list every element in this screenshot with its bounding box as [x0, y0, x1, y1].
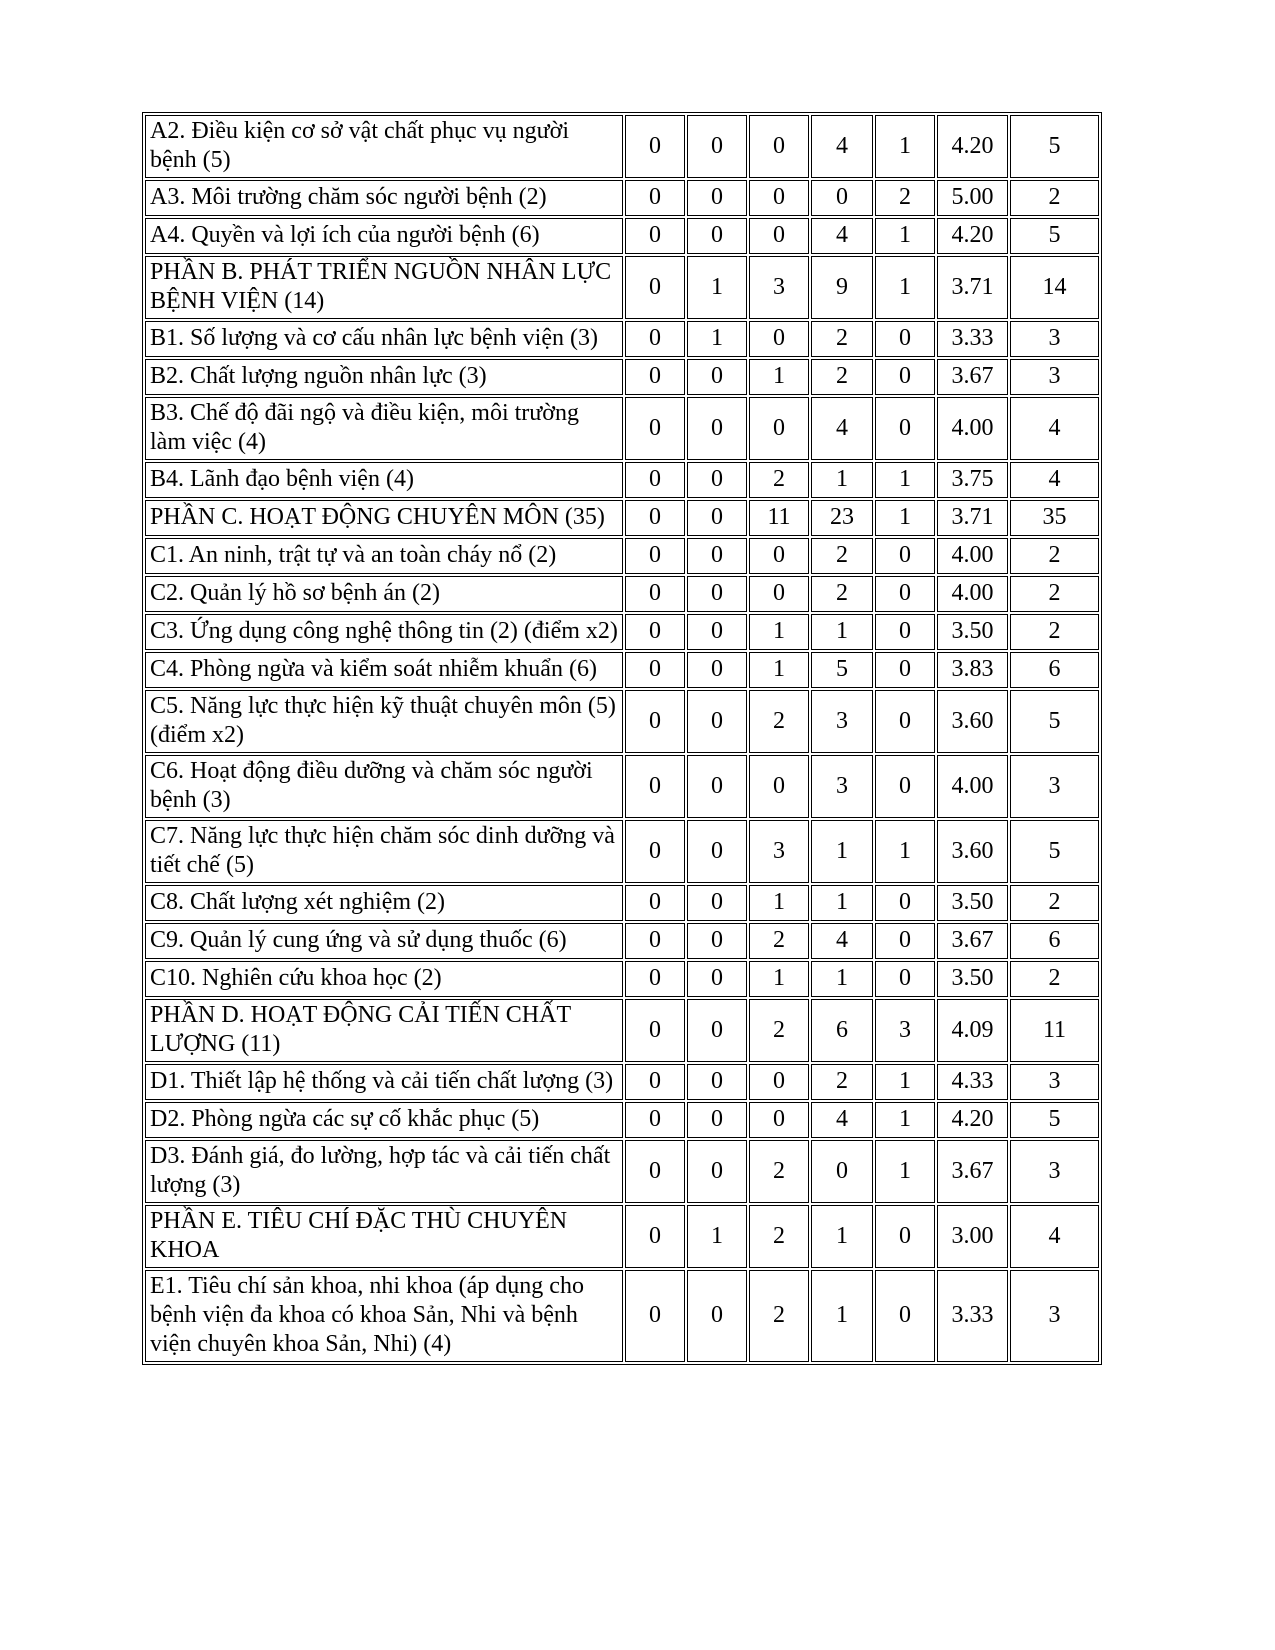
criteria-cell: PHẦN B. PHÁT TRIỂN NGUỒN NHÂN LỰC BỆNH VIỆN (14) — [145, 256, 623, 319]
score-cell: 4 — [1010, 397, 1099, 460]
score-cell: 3.00 — [937, 1205, 1008, 1268]
score-cell: 9 — [811, 256, 873, 319]
score-cell: 0 — [625, 961, 685, 997]
score-cell: 2 — [811, 321, 873, 357]
score-cell: 0 — [625, 218, 685, 254]
score-cell: 3 — [1010, 359, 1099, 395]
score-cell: 1 — [687, 1205, 747, 1268]
score-cell: 1 — [749, 961, 809, 997]
criteria-cell: PHẦN E. TIÊU CHÍ ĐẶC THÙ CHUYÊN KHOA — [145, 1205, 623, 1268]
score-cell: 0 — [875, 397, 935, 460]
score-cell: 3 — [811, 755, 873, 818]
criteria-cell: C8. Chất lượng xét nghiệm (2) — [145, 885, 623, 921]
score-cell: 11 — [1010, 999, 1099, 1062]
score-cell: 3.50 — [937, 614, 1008, 650]
score-cell: 0 — [875, 1270, 935, 1362]
score-cell: 0 — [811, 180, 873, 216]
score-cell: 1 — [749, 359, 809, 395]
score-cell: 0 — [749, 218, 809, 254]
criteria-cell: A2. Điều kiện cơ sở vật chất phục vụ người bệnh (5) — [145, 115, 623, 178]
criteria-cell: PHẦN D. HOẠT ĐỘNG CẢI TIẾN CHẤT LƯỢNG (11) — [145, 999, 623, 1062]
score-cell: 0 — [687, 576, 747, 612]
score-cell: 5 — [1010, 820, 1099, 883]
score-cell: 0 — [625, 614, 685, 650]
score-cell: 1 — [687, 321, 747, 357]
score-cell: 6 — [1010, 652, 1099, 688]
table-row — [145, 500, 1099, 536]
score-cell: 4.20 — [937, 218, 1008, 254]
table-row — [145, 1270, 1099, 1362]
table-row — [145, 999, 1099, 1062]
table-row — [145, 1102, 1099, 1138]
table-row — [145, 652, 1099, 688]
score-cell: 5 — [1010, 218, 1099, 254]
table-row — [145, 923, 1099, 959]
score-cell: 1 — [811, 885, 873, 921]
score-cell: 3 — [749, 256, 809, 319]
criteria-cell: E1. Tiêu chí sản khoa, nhi khoa (áp dụng cho bệnh viện đa khoa có khoa Sản, Nhi và bệnh viện chuyên khoa Sản, Nhi) (4) — [145, 1270, 623, 1362]
score-cell: 3.67 — [937, 359, 1008, 395]
criteria-cell: C3. Ứng dụng công nghệ thông tin (2) (điểm x2) — [145, 614, 623, 650]
score-cell: 3.33 — [937, 321, 1008, 357]
score-cell: 4.09 — [937, 999, 1008, 1062]
score-cell: 0 — [625, 397, 685, 460]
score-cell: 3.33 — [937, 1270, 1008, 1362]
score-cell: 2 — [749, 462, 809, 498]
score-cell: 14 — [1010, 256, 1099, 319]
criteria-cell: C6. Hoạt động điều dưỡng và chăm sóc người bệnh (3) — [145, 755, 623, 818]
score-cell: 0 — [625, 1205, 685, 1268]
table-row — [145, 755, 1099, 818]
score-cell: 3.75 — [937, 462, 1008, 498]
criteria-cell: C4. Phòng ngừa và kiểm soát nhiễm khuẩn (6) — [145, 652, 623, 688]
score-cell: 0 — [687, 755, 747, 818]
score-cell: 5 — [811, 652, 873, 688]
score-cell: 0 — [875, 614, 935, 650]
score-cell: 4.00 — [937, 755, 1008, 818]
score-cell: 3.67 — [937, 1140, 1008, 1203]
score-cell: 0 — [811, 1140, 873, 1203]
score-cell: 3.71 — [937, 500, 1008, 536]
criteria-score-table — [142, 112, 1102, 1365]
score-cell: 1 — [875, 256, 935, 319]
score-cell: 0 — [625, 576, 685, 612]
score-cell: 2 — [811, 538, 873, 574]
score-cell: 11 — [749, 500, 809, 536]
score-cell: 0 — [875, 755, 935, 818]
score-cell: 2 — [749, 1140, 809, 1203]
table-row — [145, 1064, 1099, 1100]
score-cell: 3 — [1010, 321, 1099, 357]
criteria-cell: B2. Chất lượng nguồn nhân lực (3) — [145, 359, 623, 395]
criteria-cell: C5. Năng lực thực hiện kỹ thuật chuyên môn (5) (điểm x2) — [145, 690, 623, 753]
score-cell: 2 — [749, 1270, 809, 1362]
score-cell: 0 — [687, 397, 747, 460]
criteria-cell: B3. Chế độ đãi ngộ và điều kiện, môi trường làm việc (4) — [145, 397, 623, 460]
score-cell: 2 — [1010, 614, 1099, 650]
score-cell: 4.00 — [937, 397, 1008, 460]
criteria-cell: PHẦN C. HOẠT ĐỘNG CHUYÊN MÔN (35) — [145, 500, 623, 536]
score-cell: 0 — [749, 755, 809, 818]
score-cell: 0 — [625, 1102, 685, 1138]
score-cell: 0 — [875, 538, 935, 574]
criteria-score-table-container — [142, 112, 1102, 1365]
score-cell: 3.60 — [937, 690, 1008, 753]
score-cell: 4.20 — [937, 115, 1008, 178]
score-cell: 5 — [1010, 1102, 1099, 1138]
score-cell: 0 — [749, 321, 809, 357]
score-cell: 3 — [1010, 1270, 1099, 1362]
score-cell: 0 — [749, 397, 809, 460]
score-cell: 35 — [1010, 500, 1099, 536]
score-cell: 0 — [625, 652, 685, 688]
score-cell: 0 — [687, 462, 747, 498]
criteria-cell: C1. An ninh, trật tự và an toàn cháy nổ (2) — [145, 538, 623, 574]
criteria-cell: A4. Quyền và lợi ích của người bệnh (6) — [145, 218, 623, 254]
score-cell: 4.00 — [937, 538, 1008, 574]
score-cell: 5.00 — [937, 180, 1008, 216]
score-cell: 4 — [811, 1102, 873, 1138]
score-cell: 0 — [625, 256, 685, 319]
score-cell: 2 — [875, 180, 935, 216]
table-row — [145, 256, 1099, 319]
score-cell: 0 — [875, 923, 935, 959]
score-cell: 4 — [811, 218, 873, 254]
score-cell: 1 — [811, 1205, 873, 1268]
score-cell: 0 — [687, 885, 747, 921]
score-cell: 0 — [687, 652, 747, 688]
score-cell: 3 — [1010, 755, 1099, 818]
score-cell: 0 — [749, 180, 809, 216]
score-cell: 3 — [749, 820, 809, 883]
score-cell: 0 — [625, 1270, 685, 1362]
table-row — [145, 614, 1099, 650]
score-cell: 1 — [875, 1102, 935, 1138]
score-cell: 0 — [687, 1140, 747, 1203]
score-cell: 1 — [749, 885, 809, 921]
score-cell: 0 — [687, 1064, 747, 1100]
score-cell: 0 — [625, 462, 685, 498]
score-cell: 6 — [811, 999, 873, 1062]
score-cell: 0 — [875, 576, 935, 612]
score-cell: 0 — [687, 1102, 747, 1138]
criteria-cell: C2. Quản lý hồ sơ bệnh án (2) — [145, 576, 623, 612]
score-cell: 1 — [749, 652, 809, 688]
score-cell: 0 — [625, 500, 685, 536]
criteria-cell: C7. Năng lực thực hiện chăm sóc dinh dưỡng và tiết chế (5) — [145, 820, 623, 883]
score-cell: 0 — [875, 359, 935, 395]
score-cell: 5 — [1010, 115, 1099, 178]
score-cell: 0 — [687, 923, 747, 959]
score-cell: 4 — [1010, 462, 1099, 498]
score-cell: 0 — [875, 321, 935, 357]
score-cell: 2 — [749, 690, 809, 753]
score-cell: 2 — [749, 1205, 809, 1268]
score-cell: 2 — [811, 576, 873, 612]
table-row — [145, 180, 1099, 216]
score-cell: 5 — [1010, 690, 1099, 753]
score-cell: 2 — [1010, 576, 1099, 612]
score-cell: 0 — [625, 885, 685, 921]
score-cell: 1 — [811, 462, 873, 498]
score-cell: 4.20 — [937, 1102, 1008, 1138]
score-cell: 0 — [875, 961, 935, 997]
score-cell: 3.60 — [937, 820, 1008, 883]
score-cell: 1 — [811, 614, 873, 650]
score-cell: 1 — [749, 614, 809, 650]
score-cell: 3.67 — [937, 923, 1008, 959]
score-cell: 2 — [1010, 538, 1099, 574]
score-cell: 0 — [625, 538, 685, 574]
score-cell: 1 — [875, 500, 935, 536]
score-cell: 2 — [1010, 180, 1099, 216]
score-cell: 1 — [811, 820, 873, 883]
score-cell: 0 — [687, 614, 747, 650]
table-row — [145, 576, 1099, 612]
score-cell: 0 — [749, 1102, 809, 1138]
score-cell: 2 — [749, 999, 809, 1062]
score-cell: 2 — [811, 1064, 873, 1100]
score-cell: 0 — [875, 690, 935, 753]
criteria-cell: D3. Đánh giá, đo lường, hợp tác và cải tiến chất lượng (3) — [145, 1140, 623, 1203]
criteria-cell: D1. Thiết lập hệ thống và cải tiến chất lượng (3) — [145, 1064, 623, 1100]
criteria-cell: B1. Số lượng và cơ cấu nhân lực bệnh viện (3) — [145, 321, 623, 357]
score-cell: 0 — [875, 1205, 935, 1268]
criteria-cell: C9. Quản lý cung ứng và sử dụng thuốc (6) — [145, 923, 623, 959]
criteria-cell: C10. Nghiên cứu khoa học (2) — [145, 961, 623, 997]
score-cell: 4 — [811, 397, 873, 460]
score-cell: 23 — [811, 500, 873, 536]
score-cell: 0 — [625, 755, 685, 818]
table-row — [145, 115, 1099, 178]
score-cell: 3 — [1010, 1064, 1099, 1100]
score-cell: 0 — [687, 538, 747, 574]
table-row — [145, 321, 1099, 357]
score-cell: 0 — [687, 1270, 747, 1362]
score-cell: 2 — [1010, 885, 1099, 921]
score-cell: 0 — [625, 999, 685, 1062]
score-cell: 0 — [625, 115, 685, 178]
score-cell: 0 — [625, 820, 685, 883]
table-row — [145, 218, 1099, 254]
score-cell: 0 — [875, 885, 935, 921]
score-cell: 0 — [875, 652, 935, 688]
table-row — [145, 462, 1099, 498]
score-cell: 2 — [749, 923, 809, 959]
table-row — [145, 690, 1099, 753]
criteria-cell: A3. Môi trường chăm sóc người bệnh (2) — [145, 180, 623, 216]
table-row — [145, 397, 1099, 460]
table-row — [145, 359, 1099, 395]
score-cell: 3 — [811, 690, 873, 753]
score-cell: 3.50 — [937, 885, 1008, 921]
table-row — [145, 885, 1099, 921]
score-cell: 0 — [687, 180, 747, 216]
score-cell: 0 — [687, 690, 747, 753]
table-row — [145, 1205, 1099, 1268]
table-row — [145, 961, 1099, 997]
score-cell: 0 — [749, 1064, 809, 1100]
score-cell: 4.00 — [937, 576, 1008, 612]
score-cell: 1 — [687, 256, 747, 319]
score-cell: 0 — [687, 820, 747, 883]
score-cell: 0 — [687, 359, 747, 395]
score-cell: 1 — [875, 218, 935, 254]
score-cell: 0 — [625, 1064, 685, 1100]
criteria-cell: B4. Lãnh đạo bệnh viện (4) — [145, 462, 623, 498]
score-cell: 0 — [749, 576, 809, 612]
score-cell: 6 — [1010, 923, 1099, 959]
table-row — [145, 820, 1099, 883]
score-cell: 0 — [687, 218, 747, 254]
score-cell: 0 — [687, 999, 747, 1062]
table-body — [145, 115, 1099, 1362]
score-cell: 1 — [875, 462, 935, 498]
score-cell: 4 — [1010, 1205, 1099, 1268]
table-row — [145, 1140, 1099, 1203]
score-cell: 0 — [625, 321, 685, 357]
score-cell: 0 — [625, 923, 685, 959]
score-cell: 1 — [811, 961, 873, 997]
score-cell: 4.33 — [937, 1064, 1008, 1100]
score-cell: 0 — [687, 115, 747, 178]
score-cell: 2 — [1010, 961, 1099, 997]
score-cell: 3.83 — [937, 652, 1008, 688]
score-cell: 3 — [1010, 1140, 1099, 1203]
criteria-cell: D2. Phòng ngừa các sự cố khắc phục (5) — [145, 1102, 623, 1138]
score-cell: 0 — [625, 1140, 685, 1203]
score-cell: 1 — [875, 820, 935, 883]
score-cell: 1 — [875, 1064, 935, 1100]
score-cell: 1 — [875, 115, 935, 178]
score-cell: 0 — [749, 115, 809, 178]
score-cell: 3.50 — [937, 961, 1008, 997]
score-cell: 3.71 — [937, 256, 1008, 319]
table-row — [145, 538, 1099, 574]
score-cell: 0 — [625, 180, 685, 216]
score-cell: 3 — [875, 999, 935, 1062]
score-cell: 2 — [811, 359, 873, 395]
score-cell: 0 — [625, 690, 685, 753]
score-cell: 0 — [687, 500, 747, 536]
score-cell: 4 — [811, 923, 873, 959]
score-cell: 1 — [811, 1270, 873, 1362]
score-cell: 0 — [749, 538, 809, 574]
score-cell: 1 — [875, 1140, 935, 1203]
score-cell: 0 — [687, 961, 747, 997]
score-cell: 4 — [811, 115, 873, 178]
score-cell: 0 — [625, 359, 685, 395]
